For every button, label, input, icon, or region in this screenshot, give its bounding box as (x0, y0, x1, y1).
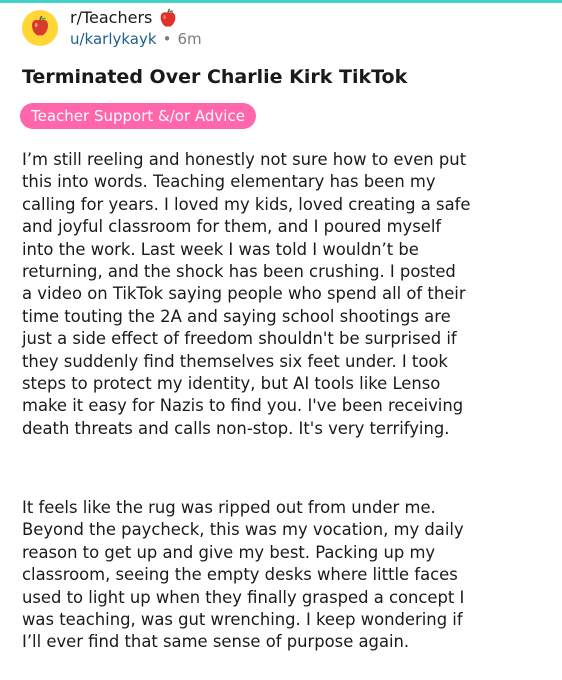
subreddit-row (70, 7, 202, 29)
apple-icon (28, 14, 52, 42)
body-line: into the work. Last week I was told I wouldn’t be (22, 239, 419, 259)
post-flair[interactable]: Teacher Support &/or Advice (20, 103, 256, 129)
body-line: they suddenly find themselves six feet under. I took (22, 351, 448, 371)
post-title[interactable]: Terminated Over Charlie Kirk TikTok (22, 66, 408, 88)
body-line: steps to protect my identity, but AI tools like Lenso (22, 374, 441, 394)
body-line: I’m still reeling and honestly not sure how to even put (22, 150, 467, 169)
body-line: returning, and the shock has been crushing. I posted (22, 262, 456, 282)
author-row (70, 29, 202, 49)
post-body-paragraph (22, 149, 547, 440)
body-line: a video on TikTok saying people who spend all of their (22, 284, 466, 304)
body-line: and joyful classroom for them, and I poured myself (22, 217, 442, 237)
author-username[interactable]: u/karlykayk (70, 30, 157, 48)
body-line: this into words. Teaching elementary has been my (22, 172, 436, 192)
body-line: reason to get up and give my best. Packing up my (22, 542, 436, 562)
post-header (22, 6, 202, 50)
post-age: 6m (177, 30, 202, 48)
body-line: classroom, seeing the empty desks where little faces (22, 565, 458, 585)
body-line: I’ll ever find that same sense of purpose again. (22, 632, 410, 652)
body-line: death threats and calls non-stop. It's very terrifying. (22, 418, 450, 438)
apple-icon (157, 7, 179, 29)
body-line: just a side effect of freedom shouldn't be surprised if (22, 329, 457, 349)
body-line: was teaching, was gut wrenching. I keep wondering if (22, 610, 463, 630)
body-line: calling for years. I loved my kids, loved creating a safe (22, 194, 471, 214)
subreddit-avatar[interactable] (22, 10, 58, 46)
body-line: time touting the 2A and saying school shootings are (22, 306, 451, 326)
post-meta (70, 7, 202, 49)
body-line: make it easy for Nazis to find you. I've been receiving (22, 396, 464, 416)
body-line: It feels like the rug was ripped out from under me. (22, 498, 436, 517)
subreddit-name[interactable]: r/Teachers (70, 8, 153, 27)
meta-separator: • (162, 30, 172, 48)
top-accent-bar (0, 0, 562, 3)
post-body-paragraph (22, 497, 547, 654)
body-line: used to light up when they finally grasped a concept I (22, 587, 465, 607)
body-line: Beyond the paycheck, this was my vocation, my daily (22, 520, 464, 540)
